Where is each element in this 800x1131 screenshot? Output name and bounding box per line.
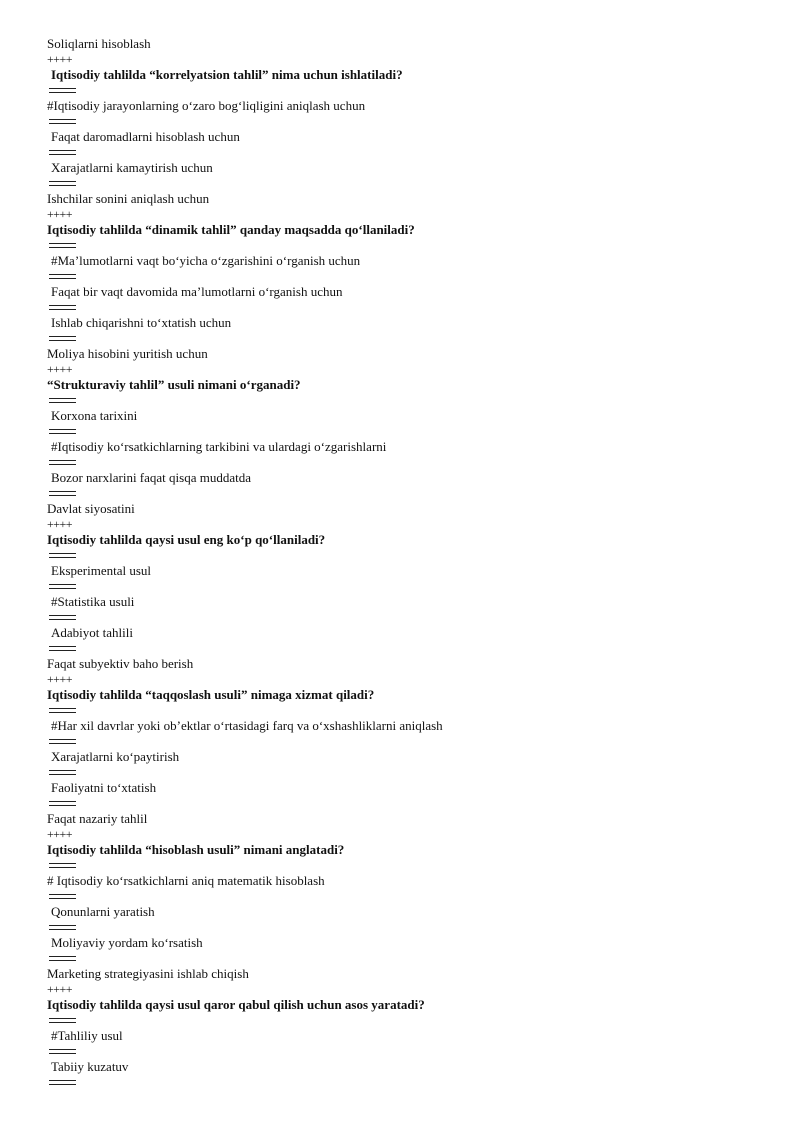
option-separator	[47, 486, 767, 502]
option-separator	[47, 393, 767, 409]
double-line-divider	[49, 584, 76, 589]
answer-option: Adabiyot tahlili	[51, 625, 133, 640]
answer-option: #Har xil davrlar yoki ob’ektlar o‘rtasidagi farq va o‘xshashliklarni aniqlash	[51, 718, 443, 733]
answer-option: Korxona tarixini	[51, 408, 138, 423]
answer-option: Xarajatlarni kamaytirish uchun	[51, 160, 213, 175]
option-separator	[47, 300, 767, 316]
option-separator	[47, 114, 767, 130]
question-text: Iqtisodiy tahlilda qaysi usul eng ko‘p qo‘llaniladi?	[47, 532, 326, 547]
option-separator	[47, 455, 767, 471]
answer-option: Eksperimental usul	[51, 563, 152, 578]
answer-option: # Iqtisodiy ko‘rsatkichlarni aniq matematik hisoblash	[47, 873, 325, 888]
option-separator	[47, 1013, 767, 1029]
answer-option: Faqat nazariy tahlil	[47, 811, 148, 826]
double-line-divider	[49, 336, 76, 341]
double-line-divider	[49, 739, 76, 744]
answer-option: Bozor narxlarini faqat qisqa muddatda	[51, 470, 251, 485]
option-separator	[47, 920, 767, 936]
double-line-divider	[49, 274, 76, 279]
question-separator: ++++	[47, 206, 73, 221]
answer-option: #Iqtisodiy jarayonlarning o‘zaro bog‘liqligini aniqlash uchun	[47, 98, 366, 113]
double-line-divider	[49, 88, 76, 93]
question-separator: ++++	[47, 361, 73, 376]
double-line-divider	[49, 491, 76, 496]
option-separator	[47, 765, 767, 781]
double-line-divider	[49, 305, 76, 310]
option-separator	[47, 1075, 767, 1091]
question-text: Iqtisodiy tahlilda “taqqoslash usuli” nimaga xizmat qiladi?	[47, 687, 375, 702]
question-separator: ++++	[47, 981, 73, 996]
double-line-divider	[49, 119, 76, 124]
double-line-divider	[49, 956, 76, 961]
answer-option: Faoliyatni to‘xtatish	[51, 780, 157, 795]
double-line-divider	[49, 708, 76, 713]
double-line-divider	[49, 925, 76, 930]
answer-option: Faqat bir vaqt davomida ma’lumotlarni o‘rganish uchun	[51, 284, 343, 299]
answer-option: #Statistika usuli	[51, 594, 135, 609]
double-line-divider	[49, 1018, 76, 1023]
answer-option: Ishchilar sonini aniqlash uchun	[47, 191, 210, 206]
double-line-divider	[49, 460, 76, 465]
double-line-divider	[49, 1049, 76, 1054]
question-separator: ++++	[47, 671, 73, 686]
answer-option: #Iqtisodiy ko‘rsatkichlarning tarkibini va ulardagi o‘zgarishlarni	[51, 439, 387, 454]
option-separator	[47, 703, 767, 719]
answer-option: Qonunlarni yaratish	[51, 904, 155, 919]
option-separator	[47, 269, 767, 285]
double-line-divider	[49, 770, 76, 775]
answer-option: Moliya hisobini yuritish uchun	[47, 346, 208, 361]
double-line-divider	[49, 615, 76, 620]
double-line-divider	[49, 1080, 76, 1085]
double-line-divider	[49, 553, 76, 558]
answer-option: Tabiiy kuzatuv	[51, 1059, 129, 1074]
question-text: Iqtisodiy tahlilda “korrelyatsion tahlil” nima uchun ishlatiladi?	[51, 67, 403, 82]
option-separator	[47, 889, 767, 905]
option-separator	[47, 424, 767, 440]
option-separator	[47, 796, 767, 812]
option-separator	[47, 610, 767, 626]
answer-option: Davlat siyosatini	[47, 501, 135, 516]
answer-option: Faqat daromadlarni hisoblash uchun	[51, 129, 240, 144]
double-line-divider	[49, 801, 76, 806]
answer-option: Moliyaviy yordam ko‘rsatish	[51, 935, 203, 950]
option-separator	[47, 331, 767, 347]
answer-option: Ishlab chiqarishni to‘xtatish uchun	[51, 315, 232, 330]
option-separator	[47, 1044, 767, 1060]
option-separator	[47, 641, 767, 657]
option-separator	[47, 734, 767, 750]
answer-option: Faqat subyektiv baho berish	[47, 656, 194, 671]
option-separator	[47, 951, 767, 967]
double-line-divider	[49, 243, 76, 248]
option-separator	[47, 145, 767, 161]
answer-option: Xarajatlarni ko‘paytirish	[51, 749, 180, 764]
option-separator	[47, 579, 767, 595]
answer-option: Soliqlarni hisoblash	[47, 36, 151, 51]
answer-option: #Tahliliy usul	[51, 1028, 123, 1043]
double-line-divider	[49, 150, 76, 155]
double-line-divider	[49, 181, 76, 186]
option-separator	[47, 548, 767, 564]
option-separator	[47, 238, 767, 254]
question-separator: ++++	[47, 51, 73, 66]
option-separator	[47, 858, 767, 874]
option-separator	[47, 83, 767, 99]
double-line-divider	[49, 646, 76, 651]
question-text: Iqtisodiy tahlilda “hisoblash usuli” nimani anglatadi?	[47, 842, 345, 857]
double-line-divider	[49, 863, 76, 868]
question-text: Iqtisodiy tahlilda “dinamik tahlil” qanday maqsadda qo‘llaniladi?	[47, 222, 415, 237]
answer-option: Marketing strategiyasini ishlab chiqish	[47, 966, 249, 981]
question-separator: ++++	[47, 516, 73, 531]
question-separator: ++++	[47, 826, 73, 841]
double-line-divider	[49, 894, 76, 899]
double-line-divider	[49, 398, 76, 403]
document-body	[47, 36, 767, 1090]
option-separator	[47, 176, 767, 192]
question-text: “Strukturaviy tahlil” usuli nimani o‘rganadi?	[47, 377, 301, 392]
question-text: Iqtisodiy tahlilda qaysi usul qaror qabul qilish uchun asos yaratadi?	[47, 997, 425, 1012]
answer-option: #Ma’lumotlarni vaqt bo‘yicha o‘zgarishini o‘rganish uchun	[51, 253, 361, 268]
double-line-divider	[49, 429, 76, 434]
